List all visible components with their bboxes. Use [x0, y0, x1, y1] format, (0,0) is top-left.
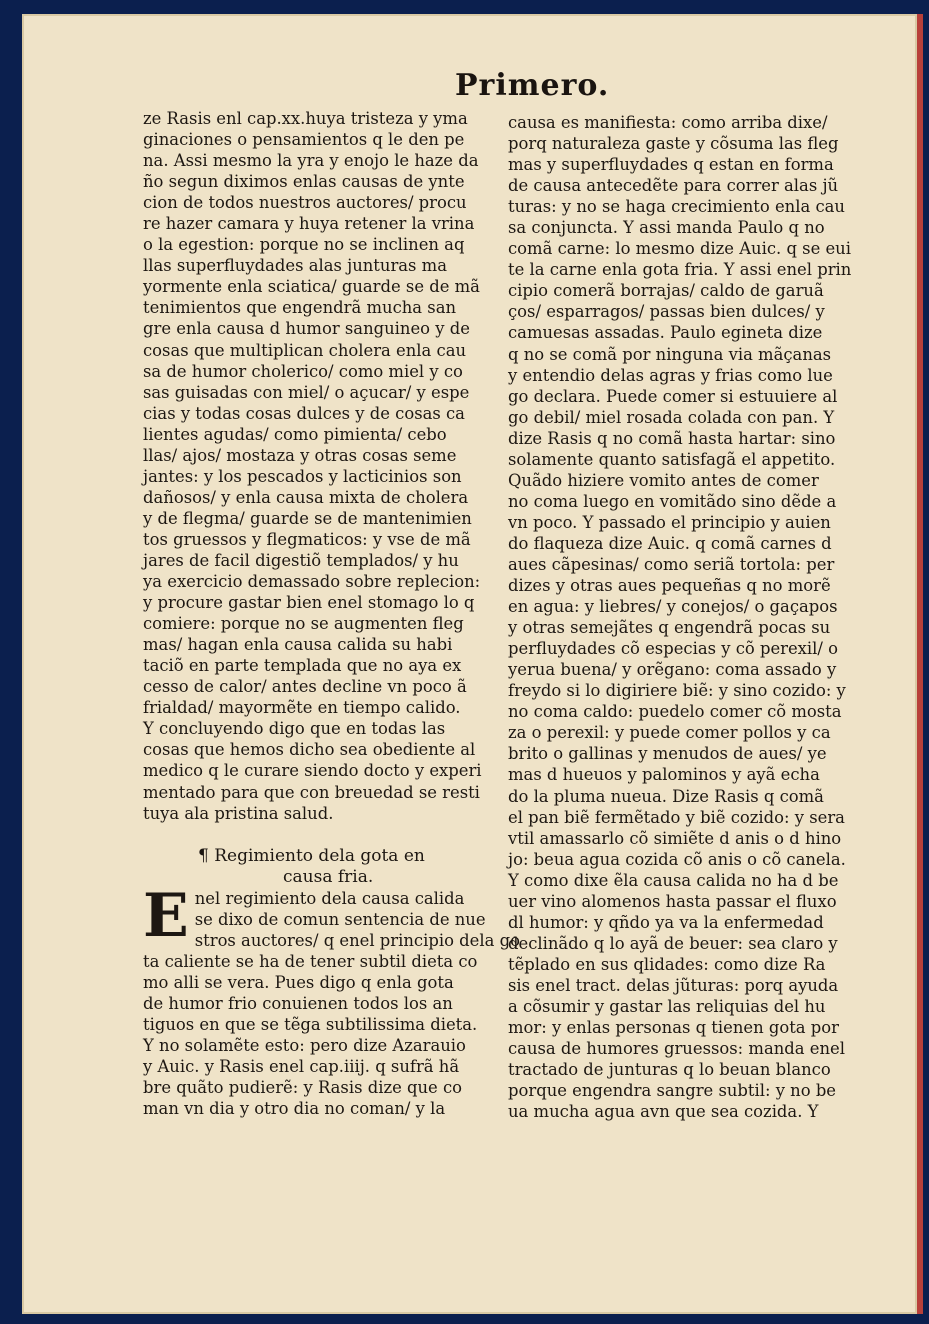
text-line: mas y superfluydades q estan en forma [508, 155, 834, 175]
text-line: medico q le curare siendo docto y experi [143, 761, 482, 781]
text-line: cosas que multiplican cholera enla cau [143, 340, 467, 360]
text-line: za o perexil: y puede comer pollos y ca [508, 723, 831, 743]
text-line: tuya ala pristina salud. [143, 803, 334, 823]
text-line: re hazer camara y huya retener la vrina [143, 214, 475, 234]
text-line: brito o gallinas y menudos de aues/ ye [508, 744, 827, 764]
text-line: no coma caldo: puedelo comer cõ mosta [508, 702, 842, 722]
text-line: sa de humor cholerico/ como miel y co [143, 361, 463, 381]
text-line: y de flegma/ guarde se de mantenimien [143, 508, 472, 528]
text-line: Y como dixe ẽla causa calida no ha d be [508, 870, 839, 890]
text-line: yormente enla sciatica/ guarde se de mã [143, 277, 480, 297]
text-line: mo alli se vera. Pues digo q enla gota [143, 972, 454, 992]
text-line: causa es manifiesta: como arriba dixe/ [508, 113, 828, 132]
text-line: no coma luego en vomitãdo sino dẽde a [508, 491, 837, 511]
text-line: ya exercicio demassado sobre replecion: [143, 572, 481, 592]
text-line: Y no solamẽte esto: pero dize Azarauio [143, 1036, 466, 1056]
text-line: tenimientos que engendrã mucha san [143, 298, 457, 318]
text-line: cias y todas cosas dulces y de cosas ca [143, 403, 465, 423]
text-line: sa conjuncta. Y assi manda Paulo q no [508, 218, 825, 238]
text-line: comã carne: lo mesmo dize Auic. q se eui [508, 239, 851, 259]
text-line: freydo si lo digiriere biẽ: y sino cozido: y [508, 681, 846, 701]
text-line: de humor frio conuienen todos los an [143, 993, 453, 1013]
running-head: Primero. [455, 68, 610, 103]
text-line: jantes: y los pescados y lacticinios son [143, 466, 462, 486]
left-column [143, 108, 520, 1119]
text-line: de causa antecedẽte para correr alas jũ [508, 176, 839, 196]
text-line: ginaciones o pensamientos q le den pe [143, 130, 465, 150]
text-line: sis enel tract. delas jũturas: porq ayuda [508, 975, 839, 995]
text-line: na. Assi mesmo la yra y enojo le haze da [143, 151, 479, 171]
text-line: ua mucha agua avn que sea cozida. Y [508, 1102, 819, 1122]
text-line: tos gruessos y flegmaticos: y vse de mã [143, 529, 471, 549]
text-line: nel regimiento dela causa calida [194, 888, 465, 908]
text-line: jares de facil digestiõ templados/ y hu [143, 550, 459, 570]
text-line: tractado de junturas q lo beuan blanco [508, 1060, 831, 1080]
text-line: bre quãto pudierẽ: y Rasis dize que co [143, 1078, 462, 1098]
text-line: Y concluyendo digo que en todas las [143, 719, 446, 739]
section-heading-line-1: ¶ Regimiento dela gota en [198, 845, 425, 866]
text-line: perfluydades cõ especias y cõ perexil/ o [508, 639, 839, 659]
text-line: frialdad/ mayormẽte en tiempo calido. [143, 698, 461, 718]
text-line: declinãdo q lo ayã de beuer: sea claro y [508, 933, 838, 953]
text-line: y Auic. y Rasis enel cap.iiij. q sufrã hã [143, 1057, 460, 1077]
text-line: cosas que hemos dicho sea obediente al [143, 740, 476, 760]
text-line: porq naturaleza gaste y cõsuma las fleg [508, 134, 839, 154]
text-line: go declara. Puede comer si estuuiere al [508, 386, 838, 406]
text-line: uer vino alomenos hasta passar el fluxo [508, 891, 837, 911]
text-line: te la carne enla gota fria. Y assi enel prin [508, 260, 852, 280]
text-line: comiere: porque no se augmenten fleg [143, 614, 464, 634]
text-line: causa de humores gruessos: manda enel [508, 1039, 845, 1059]
text-line: cesso de calor/ antes decline vn poco ã [143, 677, 467, 697]
text-line: el pan biẽ fermẽtado y biẽ cozido: y sera [508, 807, 845, 827]
text-line: cipio comerã borrajas/ caldo de garuã [508, 281, 824, 301]
text-line: dize Rasis q no comã hasta hartar: sino [508, 428, 836, 448]
text-line: go debil/ miel rosada colada con pan. Y [508, 407, 835, 427]
text-line: aues cãpesinas/ como seriã tortola: per [508, 554, 835, 574]
text-line: ze Rasis enl cap.xx.huya tristeza y yma [143, 109, 468, 128]
text-line: porque engendra sangre subtil: y no be [508, 1081, 837, 1101]
text-line: stros auctores/ q enel principio dela go [194, 930, 520, 950]
text-line: mas d hueuos y palominos y ayã echa [508, 765, 820, 785]
text-line: ços/ esparragos/ passas bien dulces/ y [508, 302, 825, 322]
text-line: y entendio delas agras y frias como lue [508, 365, 833, 385]
text-line: dizes y otras aues pequeñas q no morẽ [508, 576, 831, 596]
text-line: en agua: y liebres/ y conejos/ o gaçapos [508, 597, 838, 617]
text-line: do la pluma nueua. Dize Rasis q comã [508, 786, 824, 806]
text-line: y procure gastar bien enel stomago lo q [143, 593, 475, 613]
text-line: sas guisadas con miel/ o açucar/ y espe [143, 382, 470, 402]
drop-cap: E [143, 880, 189, 951]
text-line: jo: beua agua cozida cõ anis o cõ canela. [508, 849, 846, 869]
left-paragraph-2 [143, 880, 520, 1120]
text-line: ta caliente se ha de tener subtil dieta co [143, 951, 478, 971]
text-line: lientes agudas/ como pimienta/ cebo [143, 424, 447, 444]
text-line: llas superfluydades alas junturas ma [143, 256, 447, 276]
section-heading-line-2: causa fria. [283, 866, 374, 887]
right-column [508, 112, 853, 1122]
text-line: solamente quanto satisfagã el appetito. [508, 449, 836, 469]
left-paragraph-1 [143, 108, 488, 824]
text-line: dañosos/ y enla causa mixta de cholera [143, 487, 469, 507]
text-line: turas: y no se haga crecimiento enla cau [508, 197, 845, 217]
text-line: llas/ ajos/ mostaza y otras cosas seme [143, 445, 457, 465]
text-line: do flaqueza dize Auic. q comã carnes d [508, 533, 832, 553]
text-line: camuesas assadas. Paulo egineta dize [508, 323, 823, 343]
text-line: taciõ en parte templada que no aya ex [143, 656, 462, 676]
text-line: a cõsumir y gastar las reliquias del hu [508, 996, 826, 1016]
text-line: Quãdo hiziere vomito antes de comer [508, 470, 819, 490]
text-line: ño segun diximos enlas causas de ynte [143, 172, 465, 192]
text-line: o la egestion: porque no se inclinen aq [143, 235, 465, 255]
text-line: se dixo de comun sentencia de nue [194, 909, 486, 929]
text-line: mentado para que con breuedad se resti [143, 782, 480, 802]
text-line: mas/ hagan enla causa calida su habi [143, 635, 453, 655]
text-line: man vn dia y otro dia no coman/ y la [143, 1099, 446, 1119]
text-line: dl humor: y qñdo ya va la enfermedad [508, 912, 824, 932]
text-line: q no se comã por ninguna via mãçanas [508, 344, 832, 364]
text-line: gre enla causa d humor sanguineo y de [143, 319, 470, 339]
text-line: tiguos en que se tẽga subtilissima dieta. [143, 1014, 478, 1034]
text-line: vtil amassarlo cõ simiẽte d anis o d hino [508, 828, 842, 848]
text-line: vn poco. Y passado el principio y auien [508, 512, 831, 532]
text-line: cion de todos nuestros auctores/ procu [143, 193, 467, 213]
text-line: y otras semejãtes q engendrã pocas su [508, 618, 831, 638]
text-line: mor: y enlas personas q tienen gota por [508, 1018, 839, 1038]
text-line: tẽplado en sus qlidades: como dize Ra [508, 954, 826, 974]
text-line: yerua buena/ y orẽgano: coma assado y [508, 660, 837, 680]
